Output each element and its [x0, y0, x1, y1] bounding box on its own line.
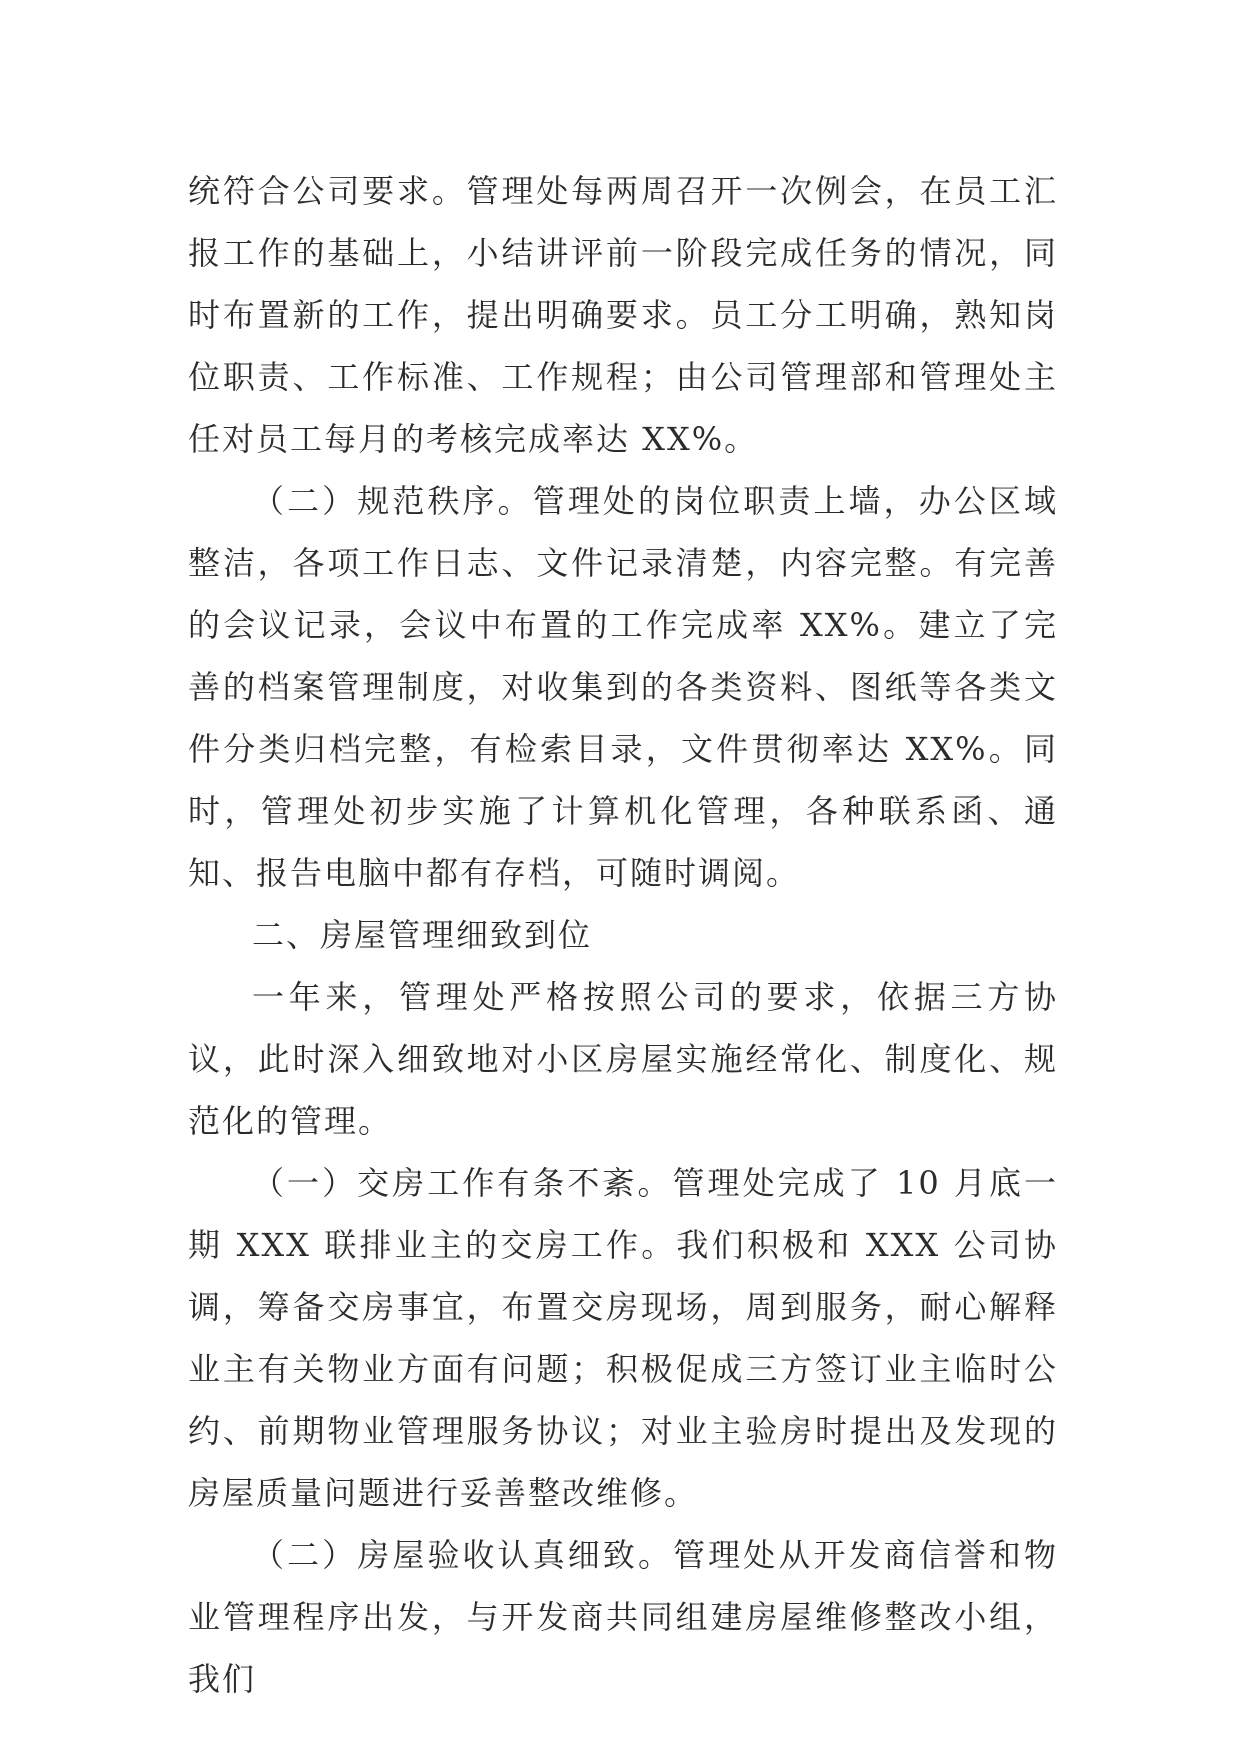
paragraph-handover-work: （一）交房工作有条不紊。管理处完成了 10 月底一期 XXX 联排业主的交房工作。我们积极和 XXX 公司协调，筹备交房事宜，布置交房现场，周到服务，耐心解释业主有关物业方面有问题；积极促成三方签订业主临时公约、前期物业管理服务协议；对业主验房时提出及发现的房屋质量问题进行妥善整改维修。 — [188, 1164, 1058, 1512]
paragraph-housing-management-intro: 一年来，管理处严格按照公司的要求，依据三方协议，此时深入细致地对小区房屋实施经常化、制度化、规范化的管理。 — [188, 978, 1058, 1140]
section-heading-housing-management: 二、房屋管理细致到位 — [252, 916, 593, 954]
paragraph-standardized-order: （二）规范秩序。管理处的岗位职责上墙，办公区域整洁，各项工作日志、文件记录清楚，内容完整。有完善的会议记录，会议中布置的工作完成率 XX%。建立了完善的档案管理制度，对收集到的各类资料、图纸等各类文件分类归档完整，有检索目录，文件贯彻率达 XX%。同时，管理处初步实施了计算机化管理，各种联系函、通知、报告电脑中都有存档，可随时调阅。 — [188, 482, 1058, 892]
paragraph-house-inspection: （二）房屋验收认真细致。管理处从开发商信誉和物业管理程序出发，与开发商共同组建房屋维修整改小组，我们 — [188, 1536, 1058, 1698]
paragraph-management-meetings: 统符合公司要求。管理处每两周召开一次例会，在员工汇报工作的基础上，小结讲评前一阶段完成任务的情况，同时布置新的工作，提出明确要求。员工分工明确，熟知岗位职责、工作标准、工作规程；由公司管理部和管理处主任对员工每月的考核完成率达 XX%。 — [188, 172, 1058, 458]
document-body — [188, 160, 1058, 1710]
